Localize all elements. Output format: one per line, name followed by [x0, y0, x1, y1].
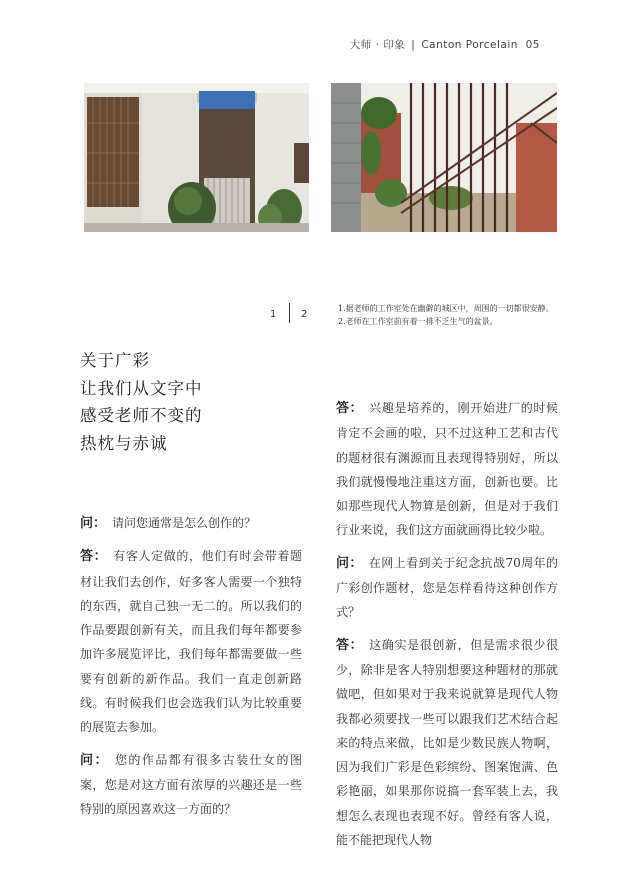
- qa-text: 有客人定做的，他们有时会带着题材让我们去创作，好多客人需要一个独特的东西，就自己独一无二的。所以我们的作品要跟创新有关，而且我们每年都要参加许多展览评比，我们每年都需要做一些要有创新的新作品。我们一直走创新路线。有时候我们也会选我们认为比较重要的展览去参加。: [80, 549, 302, 735]
- right-column: [336, 396, 558, 860]
- qa-text: 兴趣是培养的，刚开始进厂的时候肯定不会画的啦，只不过这种工艺和古代的题材很有渊源而且表现得特别好，所以我们就慢慢地注重这方面，创新也要。比如那些现代人物算是创新，但是对于我们行业来说，我们这方面就画得比较少啦。: [336, 401, 558, 538]
- pull-quote: [80, 347, 203, 457]
- qa-text: 您的作品都有很多古装仕女的图案，您是对这方面有浓厚的兴趣还是一些特别的原因喜欢这一方面的？: [80, 752, 302, 817]
- photo-courtyard: [331, 83, 557, 232]
- qa-text: 这确实是很创新，但是需求很少很少，除非是客人特别想要这种题材的那就做吧，但如果对于我来说就算是现代人物我都必须要找一些可以跟我们艺术结合起来的特点来做，比如是少数民族人物啊，因为我们广彩是色彩缤纷、图案饱满、色彩艳丽，如果那你说搞一套军装上去，我想怎么表现也表现不好。曾经有客人说，能不能把现代人物: [336, 637, 558, 848]
- answer-paragraph: [336, 633, 558, 853]
- left-column: [80, 511, 302, 830]
- pull-quote-line: 关于广彩: [80, 351, 150, 370]
- qa-label: 问：: [80, 516, 107, 531]
- question-paragraph: [80, 748, 302, 822]
- caption-divider: [289, 303, 290, 323]
- photo-caption: [338, 302, 568, 328]
- qa-text: 请问您通常是怎么创作的？: [112, 516, 257, 530]
- answer-paragraph: [336, 396, 558, 543]
- running-header: [350, 37, 540, 52]
- pull-quote-line: 热枕与赤诚: [80, 433, 168, 453]
- answer-paragraph: [80, 544, 302, 739]
- pull-quote-line: 感受老师不变的: [80, 406, 203, 425]
- photo-building: [84, 83, 309, 232]
- header-divider: |: [411, 39, 416, 51]
- question-paragraph: [336, 551, 558, 625]
- building-photo-icon: [84, 83, 309, 232]
- qa-label: 问：: [80, 752, 109, 768]
- qa-label: 问：: [336, 555, 363, 571]
- qa-label: 答：: [336, 637, 364, 653]
- caption-number-2: 2: [301, 309, 308, 320]
- qa-text: 在网上看到关于纪念抗战70周年的广彩创作题材，您是怎样看待这种创作方式？: [336, 555, 558, 620]
- caption-number-1: 1: [270, 309, 277, 320]
- qa-label: 答：: [336, 401, 364, 416]
- page-number: 05: [525, 39, 540, 51]
- caption-line-1: 1.据老师的工作室处在幽僻的城区中，周围的一切都很安静。: [338, 304, 554, 313]
- pull-quote-line: 让我们从文字中: [80, 378, 203, 398]
- qa-label: 答：: [80, 549, 108, 565]
- courtyard-gate-photo-icon: [331, 83, 557, 232]
- header-title: Canton Porcelain: [421, 39, 518, 51]
- header-section: 大师 · 印象: [349, 39, 406, 51]
- question-paragraph: [80, 511, 302, 536]
- caption-line-2: 2.老师在工作室前有着一排不乏生气的盆景。: [338, 317, 498, 326]
